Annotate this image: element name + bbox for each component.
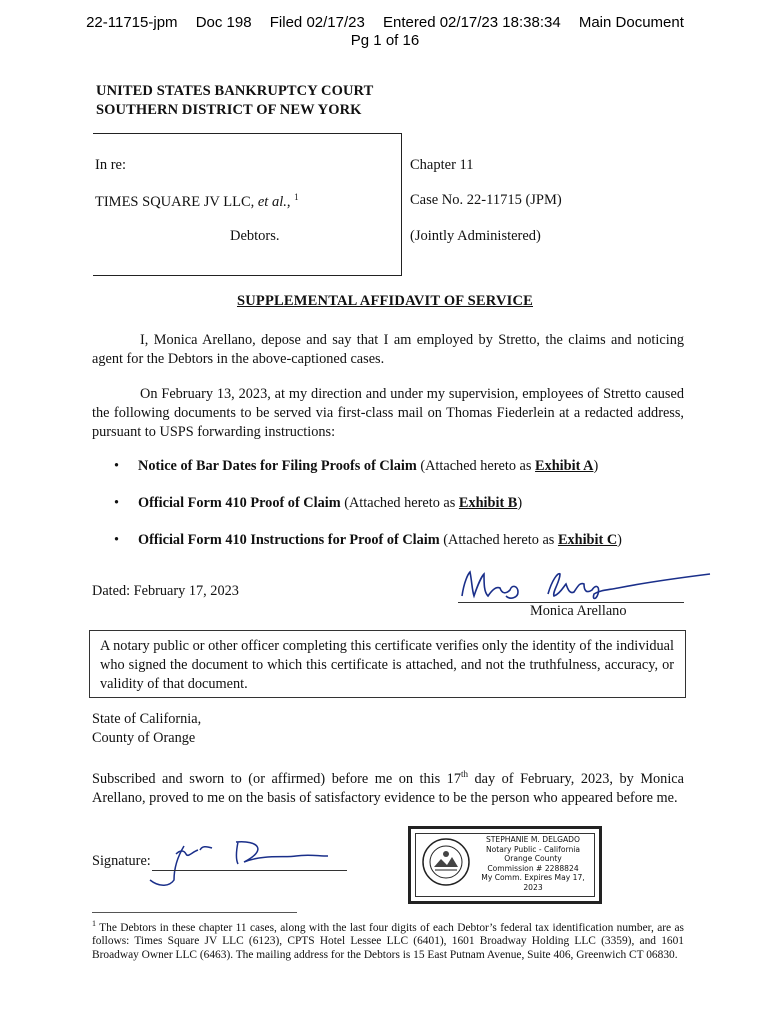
county-line: County of Orange bbox=[92, 730, 196, 746]
court-name bbox=[96, 82, 373, 120]
item-post: ) bbox=[617, 532, 622, 548]
exhibit-ref: Exhibit A bbox=[535, 458, 594, 474]
signature-label: Signature: bbox=[92, 853, 151, 869]
debtor-name-text: TIMES SQUARE JV LLC, bbox=[95, 193, 258, 210]
paragraph-service-text: On February 13, 2023, at my direction and under my supervision, employees of Stretto caused the following documents to be served via first-class mail on Thomas Fiederlein at a redacted address, pursuant to USPS forwarding instructions: bbox=[92, 386, 684, 440]
notary-notice: A notary public or other officer completing this certificate verifies only the identity of the individual who signed the document to which this certificate is attached, and not the truthfulness, accuracy, or validity of that document. bbox=[100, 638, 674, 692]
footnote bbox=[92, 917, 684, 962]
notary-signature-line bbox=[152, 870, 347, 871]
item-pre: (Attached hereto as bbox=[340, 495, 459, 511]
item-post: ) bbox=[517, 495, 523, 511]
stamp-line-4: Commission # 2288824 bbox=[487, 863, 579, 873]
filed-date: Filed 02/17/23 bbox=[269, 14, 365, 31]
california-seal-icon bbox=[421, 837, 471, 887]
item-title: Official Form 410 Proof of Claim bbox=[138, 495, 341, 511]
bullet-mark: • bbox=[114, 458, 120, 474]
footnote-rule bbox=[92, 912, 297, 913]
jurat-sup: th bbox=[460, 769, 468, 779]
signer-name: Monica Arellano bbox=[530, 603, 627, 619]
chapter-label: Chapter 11 bbox=[410, 157, 474, 173]
et-al: et al. bbox=[257, 193, 287, 210]
item-title: Official Form 410 Instructions for Proof of Claim bbox=[138, 532, 440, 548]
list-item bbox=[114, 458, 598, 475]
stamp-text bbox=[475, 835, 591, 893]
venue bbox=[92, 710, 201, 748]
page-number: Pg 1 of 16 bbox=[350, 32, 420, 49]
bullet-mark: • bbox=[114, 495, 120, 511]
paragraph-employment bbox=[92, 331, 684, 369]
paragraph-service bbox=[92, 385, 684, 442]
document-title: SUPPLEMENTAL AFFIDAVIT OF SERVICE bbox=[236, 293, 533, 309]
entered-date: Entered 02/17/23 18:38:34 bbox=[383, 14, 561, 31]
debtor-name bbox=[95, 192, 299, 211]
footnote-mark: 1 bbox=[294, 192, 299, 202]
jurat-post: day of February, 2023, by Monica Arellano, proved to me on the basis of satisfactory evidence to be the person who appeared before me. bbox=[92, 770, 684, 806]
debtor-suffix: , bbox=[286, 193, 291, 210]
list-item bbox=[114, 495, 522, 512]
stamp-line-1: STEPHANIE M. DELGADO bbox=[485, 835, 581, 844]
jurat bbox=[92, 765, 684, 808]
paragraph-employment-text: I, Monica Arellano, depose and say that I am employed by Stretto, the claims and noticing agent for the Debtors in the above-captioned cases. bbox=[92, 332, 684, 367]
in-re-label: In re: bbox=[95, 157, 126, 173]
item-post: ) bbox=[593, 458, 599, 474]
jurat-pre: Subscribed and sworn to (or affirmed) before me on this 17 bbox=[92, 770, 461, 787]
main-document-label: Main Document bbox=[578, 14, 684, 31]
stamp-line-5: My Comm. Expires May 17, 2023 bbox=[481, 873, 585, 892]
court-line-2: SOUTHERN DISTRICT OF NEW YORK bbox=[96, 102, 362, 118]
debtors-label: Debtors. bbox=[230, 228, 280, 244]
item-pre: (Attached hereto as bbox=[439, 532, 558, 548]
bullet-mark: • bbox=[114, 532, 120, 548]
notary-stamp bbox=[408, 826, 602, 904]
list-item bbox=[114, 532, 622, 549]
state-line: State of California, bbox=[92, 711, 202, 727]
court-line-1: UNITED STATES BANKRUPTCY COURT bbox=[96, 83, 374, 99]
exhibit-ref: Exhibit B bbox=[458, 495, 518, 511]
item-pre: (Attached hereto as bbox=[416, 458, 536, 474]
footnote-text: The Debtors in these chapter 11 cases, along with the last four digits of each Debtor’s federal tax identification number, are as follows: Times Square JV LLC (6123), CPTS Hotel Lessee LLC (6401), 1601 Broadway Holding LLC (3359), and 1601 Broadway Owner LLC (6463). The mailing address for the Debtors is 15 East Putnam Avenue, Suite 406, Greenwich CT 06830. bbox=[92, 921, 684, 961]
filing-header bbox=[0, 14, 770, 50]
signature-image-notary bbox=[146, 832, 336, 890]
item-title: Notice of Bar Dates for Filing Proofs of Claim bbox=[138, 458, 417, 474]
exhibit-ref: Exhibit C bbox=[557, 532, 618, 548]
stamp-line-2: Notary Public - California bbox=[485, 844, 581, 854]
jointly-administered: (Jointly Administered) bbox=[410, 228, 541, 244]
case-number: Case No. 22-11715 (JPM) bbox=[410, 192, 562, 208]
doc-number: Doc 198 bbox=[195, 14, 252, 31]
dated-line: Dated: February 17, 2023 bbox=[92, 583, 239, 599]
case-ref: 22-11715-jpm bbox=[86, 14, 178, 31]
footnote-number: 1 bbox=[92, 919, 96, 928]
stamp-line-3: Orange County bbox=[504, 854, 562, 864]
